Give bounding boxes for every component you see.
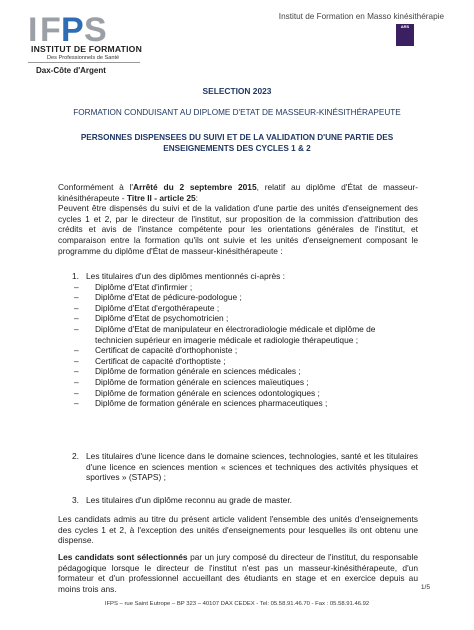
persons-title-line2: ENSEIGNEMENTS DES CYCLES 1 & 2 xyxy=(163,144,311,153)
list-item-text: Les titulaires d'une licence dans le domaine sciences, technologies, santé et les titulaires d'une licence en sciences mention « sciences et techniques des activités physiques et sportives » (STAPS) ; xyxy=(86,451,418,483)
diploma-list xyxy=(74,271,414,409)
intro-text: , relatif au diplôme d'État de masseur-kinésithérapeute - xyxy=(58,182,418,203)
logo-institute-name: INSTITUT DE FORMATION xyxy=(31,44,142,54)
footer-address: IFPS – rue Saint Eutrope – BP 323 – 40107 DAX CEDEX - Tel: 05.58.91.46.70 - Fax : 05.58.91.46.92 xyxy=(104,601,370,607)
list-item-3 xyxy=(74,495,418,506)
sub-item: – Diplôme d'Etat de manipulateur en électroradiologie médicale et diplôme de technicien supérieur en imagerie médicale et radiologie thérapeutique ; xyxy=(74,323,376,345)
persons-title-line1: PERSONNES DISPENSEES DU SUIVI ET DE LA VALIDATION D'UNE PARTIE DES xyxy=(80,133,394,142)
sub-item: – Diplôme d'Etat d'infirmier ; xyxy=(74,281,193,292)
ars-stamp-icon: ARS xyxy=(396,24,414,46)
ifps-logo-mark xyxy=(28,10,148,46)
logo-letter-s: S xyxy=(84,11,107,46)
candidates-paragraph: Les candidats admis au titre du présent article valident l'ensemble des unités d'enseignements des cycles 1 et 2, à l'exception des unités d'enseignements pour lesquelles ils ont obtenu une dispense. xyxy=(58,514,418,546)
list-number: 3. xyxy=(72,495,79,505)
list-item-2 xyxy=(74,451,418,483)
intro-text: Conformément à l' xyxy=(58,182,134,192)
logo-letter-p: P xyxy=(61,11,84,46)
sub-item: – Diplôme d'Etat de psychomotricien ; xyxy=(74,313,229,324)
intro-text: : xyxy=(195,192,198,203)
sub-item: – Diplôme d'Etat de pédicure-podologue ; xyxy=(74,292,242,303)
list-item-1 xyxy=(74,271,414,282)
logo-divider xyxy=(28,62,140,63)
sub-item: – Diplôme de formation générale en sciences pharmaceutiques ; xyxy=(74,398,328,409)
list-number: 1. xyxy=(72,271,79,281)
selection-bold: Les candidats sont sélectionnés xyxy=(58,552,188,562)
sub-item: – Diplôme de formation générale en sciences médicales ; xyxy=(74,366,301,377)
intro-article: Titre II - article 25 xyxy=(126,192,196,203)
intro-body: Peuvent être dispensés du suivi et de la validation d'une partie des unités d'enseignement des cycles 1 et 2, par le directeur de l'institut, sur proposition de la commission d'attribution des crédits et avis de l'instance compétente pour les orientations générales de l'institut, et comparaison entre la formation qu'ils ont suivie et les unités d'enseignement composant le programme du diplôme d'État de masseur-kinésithérapeute : xyxy=(58,203,418,256)
logo-letter-f: F xyxy=(40,11,61,46)
header-institute: Institut de Formation en Masso kinésithérapie xyxy=(278,12,444,21)
sub-item: – Diplôme d'Etat d'ergothérapeute ; xyxy=(74,302,220,313)
ifps-logo xyxy=(28,10,148,46)
list-number: 2. xyxy=(72,451,79,461)
sub-item: – Diplôme de formation générale en sciences maïeutiques ; xyxy=(74,376,309,387)
selection-title: SELECTION 2023 xyxy=(202,86,272,96)
list-item-text: Les titulaires d'un des diplômes mentionnés ci-après : xyxy=(86,271,285,281)
sub-item: – Diplôme de formation générale en sciences odontologiques ; xyxy=(74,387,320,398)
selection-paragraph xyxy=(58,552,418,594)
formation-title: FORMATION CONDUISANT AU DIPLOME D'ETAT DE MASSEUR-KINÉSITHÉRAPEUTE xyxy=(73,108,401,117)
intro-decree: Arrêté du 2 septembre 2015 xyxy=(133,182,257,192)
selection-text: par un jury composé du directeur de l'institut, du responsable pédagogique lorsque le directeur de l'institut n'est pas un masseur-kinésithérapeute, d'un formateur et d'un professionnel accueillant des étudiants en stage et en exercice depuis au moins trois ans. xyxy=(58,552,418,594)
list-item-text: Les titulaires d'un diplôme reconnu au grade de master. xyxy=(86,495,292,505)
sub-item: – Certificat de capacité d'orthoptiste ; xyxy=(74,355,226,366)
logo-location: Dax-Côte d'Argent xyxy=(36,66,106,75)
persons-title xyxy=(20,132,454,154)
sub-item: – Certificat de capacité d'orthophoniste ; xyxy=(74,345,238,356)
page-number: 1/5 xyxy=(420,584,430,591)
intro-paragraph xyxy=(58,182,418,256)
logo-letter-i: I xyxy=(28,11,38,46)
logo-subtitle: Des Professionnels de Santé xyxy=(47,55,120,61)
